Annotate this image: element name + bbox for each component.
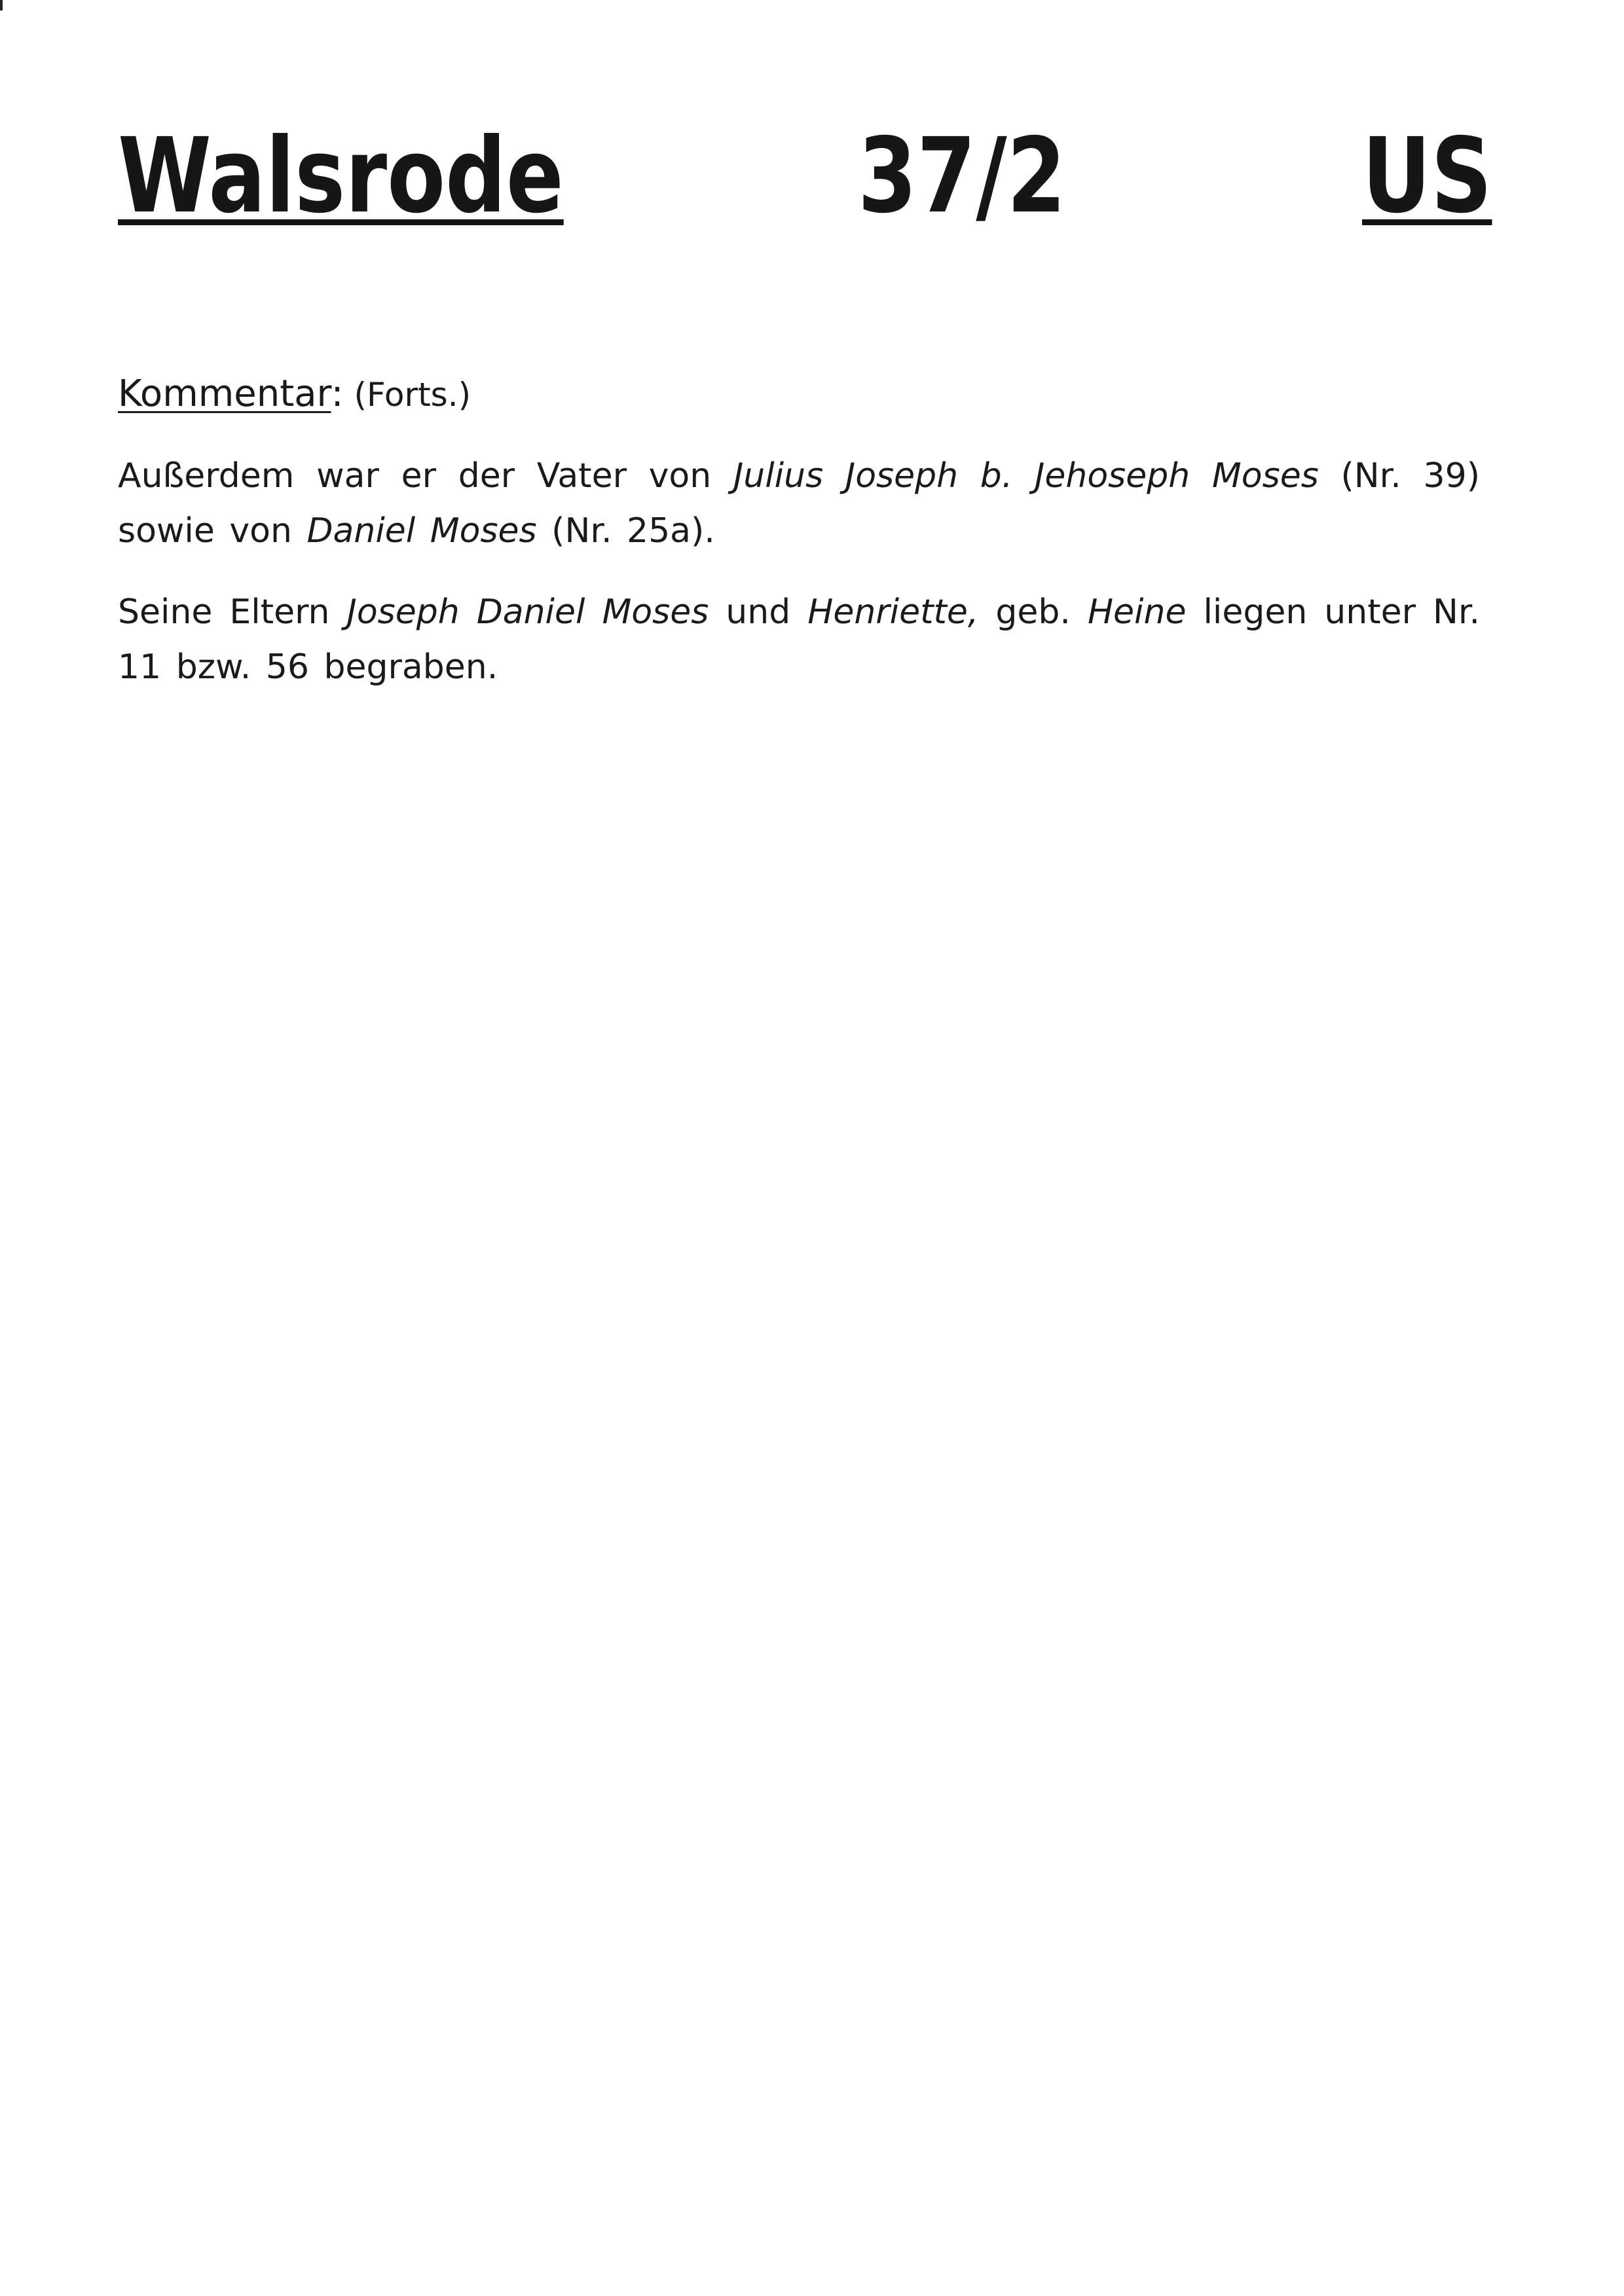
scan-corner-mark: [0, 0, 3, 10]
comment-continuation: (Forts.): [354, 376, 471, 414]
comment-label: Kommentar: [118, 373, 331, 415]
paragraph-text: geb.: [978, 592, 1088, 632]
paragraph-text: (Nr. 25a).: [536, 511, 715, 551]
paragraph-text: liegen unter Nr. 11 bzw. 56 begraben.: [118, 592, 1480, 687]
person-name: Henriette,: [807, 592, 979, 632]
person-name: Julius Joseph b. Jehoseph Moses: [733, 456, 1319, 496]
person-name: Joseph Daniel Moses: [346, 592, 709, 632]
grave-number-heading: 37/2: [858, 116, 1066, 236]
paragraph-text: Seine Eltern: [118, 592, 347, 632]
section-code-heading: US: [1362, 116, 1492, 236]
comment-heading: [118, 367, 1480, 422]
paragraph-text: Außerdem war er der Vater von: [118, 456, 733, 496]
paragraph-text: (Nr. 39) sowie von: [118, 456, 1480, 551]
paragraph-text: und: [709, 592, 808, 632]
comment-section: [118, 367, 1480, 721]
comment-paragraph-1: [118, 448, 1480, 558]
place-name-heading: Walsrode: [118, 116, 564, 236]
comment-paragraph-2: [118, 585, 1480, 695]
comment-colon: :: [331, 373, 344, 415]
page-header: [118, 116, 1493, 249]
person-name: Daniel Moses: [306, 511, 537, 551]
person-name: Heine: [1087, 592, 1187, 632]
